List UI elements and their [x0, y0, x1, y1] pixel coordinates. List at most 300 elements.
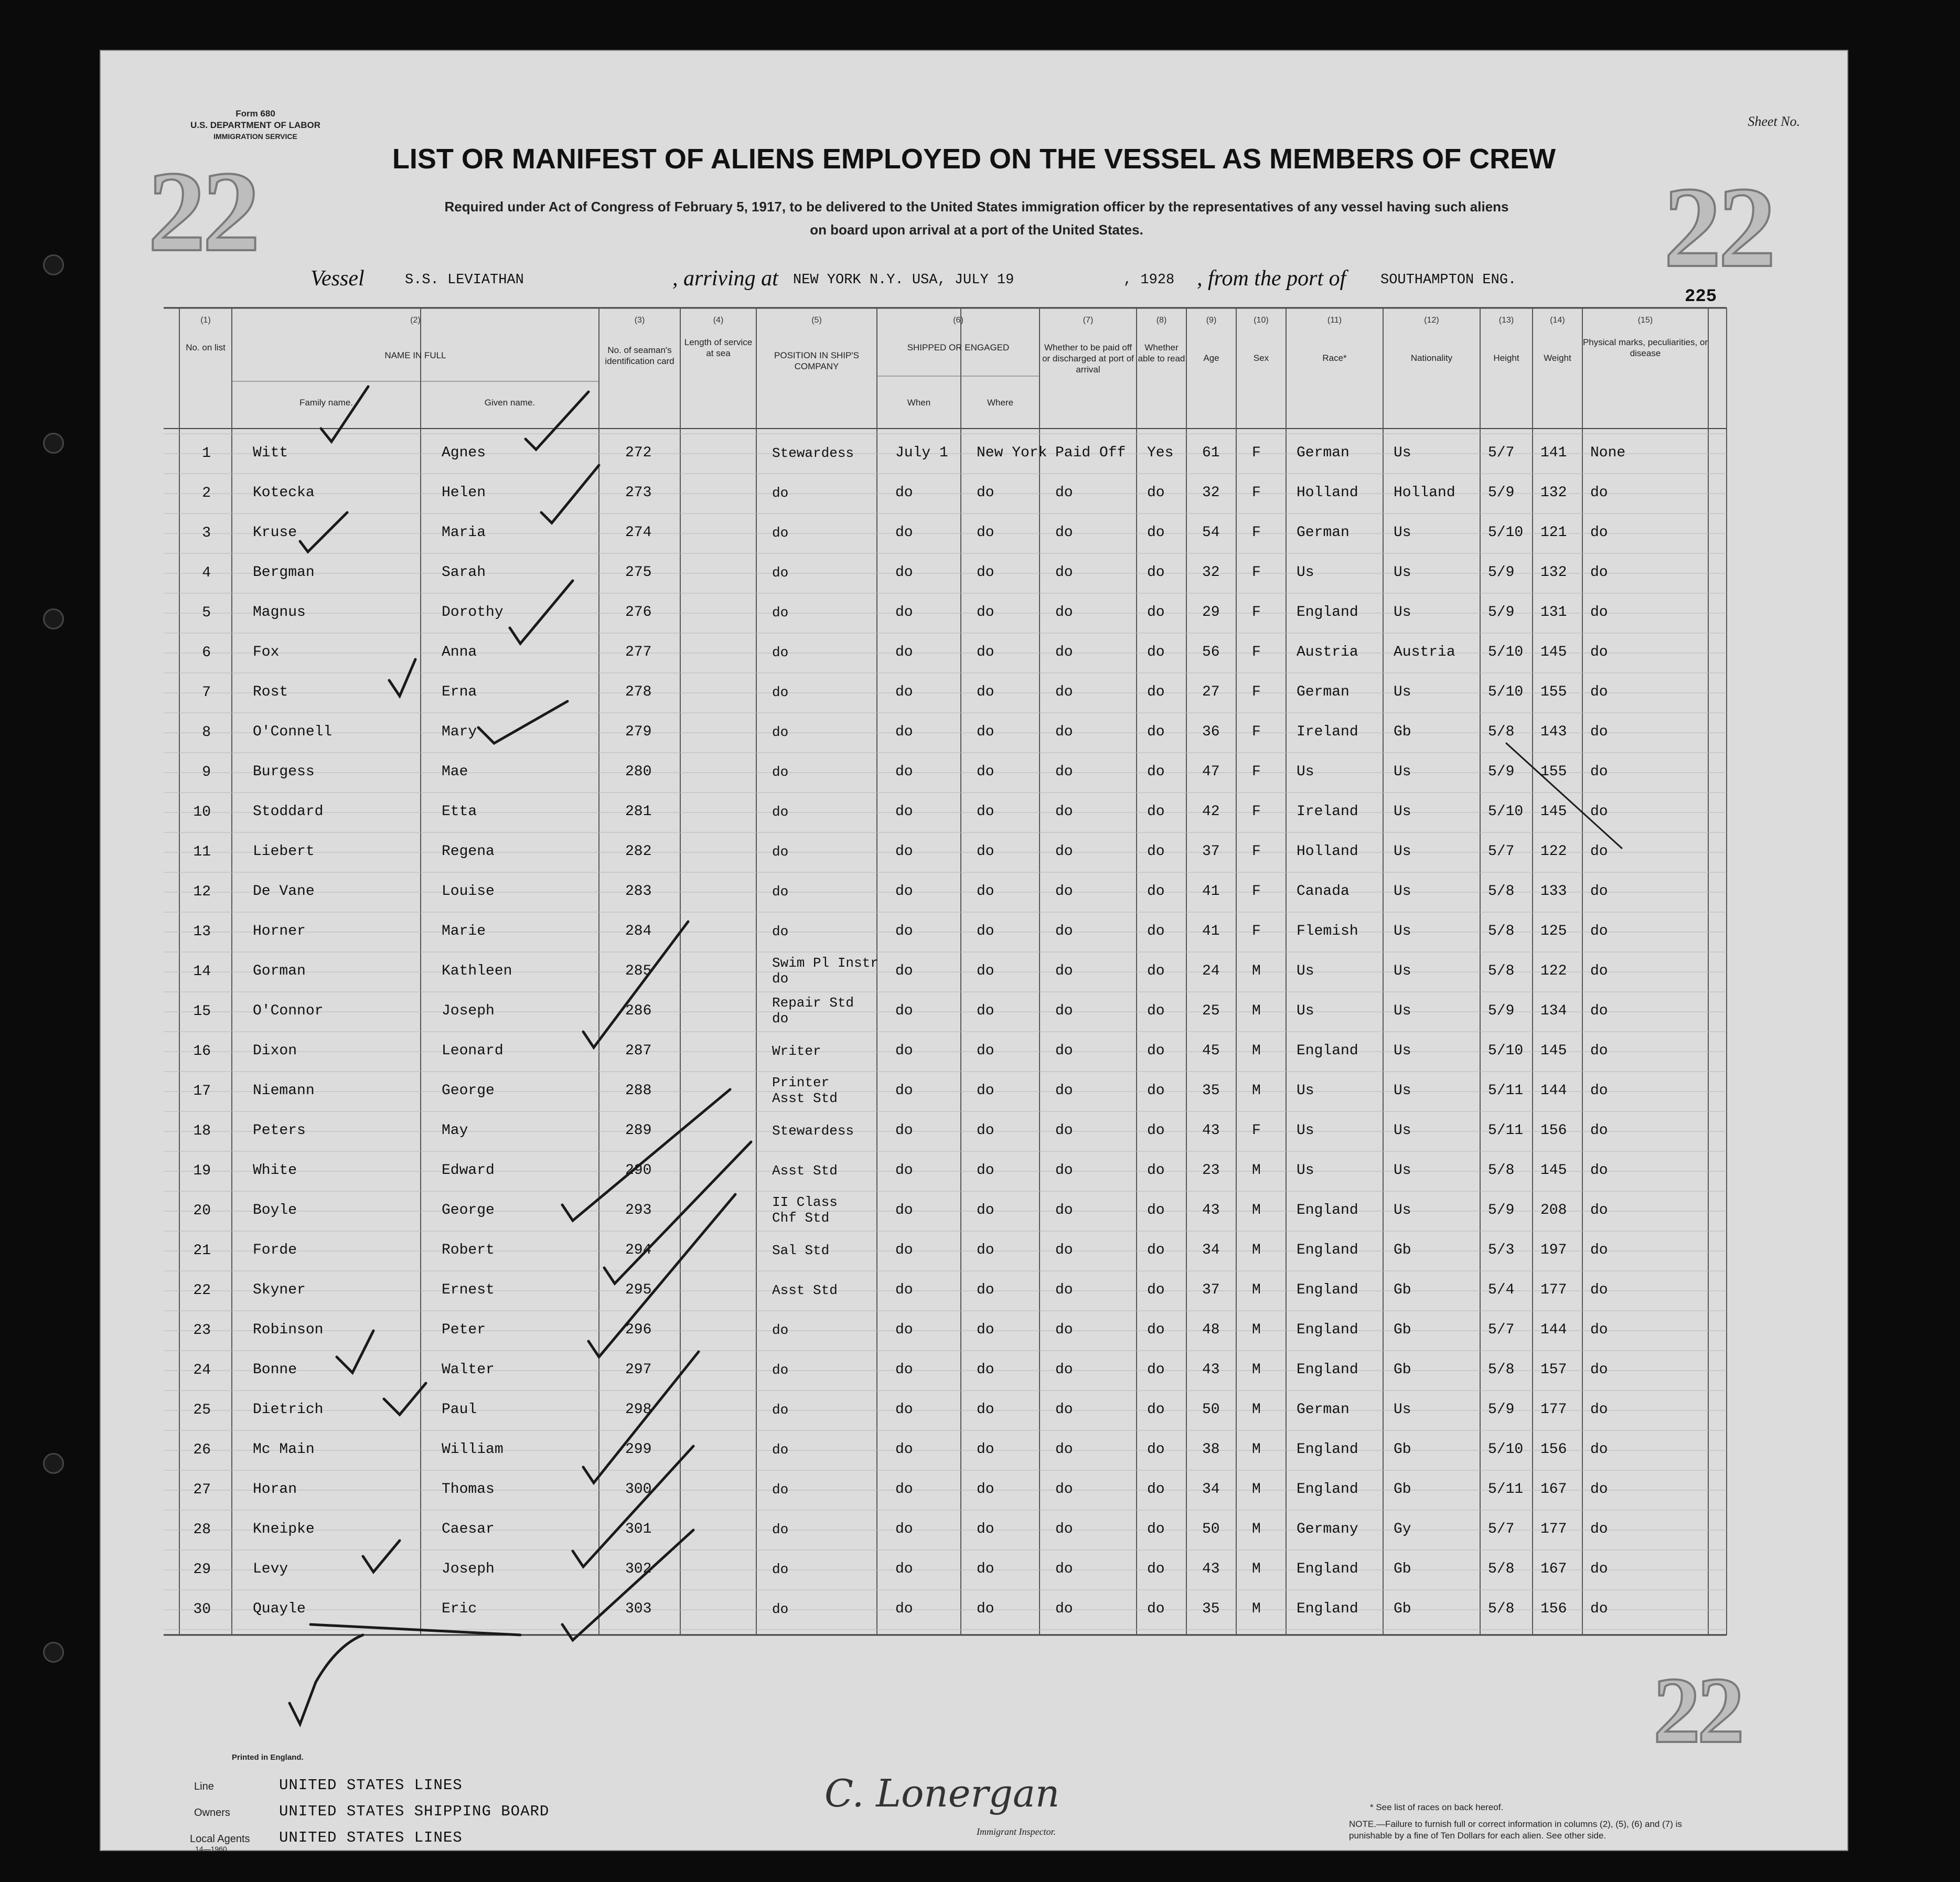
given-name-cell: Walter: [442, 1362, 495, 1378]
header-race: Race*: [1322, 353, 1347, 363]
row-number-cell: 2: [202, 485, 211, 501]
height-cell: 5/10: [1488, 644, 1524, 660]
nationality-cell: Us: [1394, 883, 1411, 900]
shipped-where-cell: do: [977, 644, 994, 660]
card-number-cell: 290: [625, 1162, 652, 1179]
weight-cell: 134: [1540, 1003, 1567, 1019]
nationality-cell: Us: [1394, 684, 1411, 700]
weight-cell: 156: [1540, 1601, 1567, 1617]
family-name-cell: Burgess: [253, 764, 315, 780]
nationality-cell: Gb: [1394, 724, 1411, 740]
card-number-cell: 275: [625, 564, 652, 581]
given-name-cell: Paul: [442, 1402, 477, 1418]
card-number-cell: 302: [625, 1561, 652, 1577]
column-number: (15): [1637, 316, 1653, 325]
family-name-cell: Levy: [253, 1561, 288, 1577]
weight-cell: 145: [1540, 1162, 1567, 1179]
able-to-read-cell: do: [1147, 1521, 1165, 1537]
header-shipped-or-engaged: SHIPPED OR ENGAGED: [907, 343, 1010, 352]
arriving-port: NEW YORK N.Y. USA, JULY 19: [793, 272, 1014, 288]
shipped-where-cell: do: [977, 1362, 994, 1378]
race-cell: England: [1297, 1362, 1358, 1378]
column-number: (7): [1083, 316, 1094, 325]
sex-cell: M: [1252, 1481, 1261, 1498]
shipped-where-cell: do: [977, 1441, 994, 1458]
weight-cell: 167: [1540, 1481, 1567, 1498]
able-to-read-cell: do: [1147, 1242, 1165, 1258]
row-number-cell: 20: [193, 1203, 211, 1219]
shipped-when-cell: do: [895, 1282, 913, 1298]
family-name-cell: Witt: [253, 445, 288, 461]
race-cell: Holland: [1297, 485, 1358, 501]
paid-off-cell: do: [1055, 564, 1073, 581]
weight-cell: 145: [1540, 644, 1567, 660]
weight-cell: 132: [1540, 564, 1567, 581]
age-cell: 43: [1202, 1561, 1220, 1577]
column-number: (13): [1498, 316, 1514, 325]
nationality-cell: Gb: [1394, 1601, 1411, 1617]
card-number-cell: 287: [625, 1043, 652, 1059]
position-cell: do: [772, 645, 789, 660]
stamp-number-footer: 22: [1653, 1658, 1741, 1762]
shipped-when-cell: do: [895, 883, 913, 900]
given-name-cell: Marie: [442, 923, 486, 939]
height-cell: 5/8: [1488, 1561, 1515, 1577]
age-cell: 23: [1202, 1162, 1220, 1179]
age-cell: 41: [1202, 883, 1220, 900]
sex-cell: F: [1252, 525, 1261, 541]
shipped-where-cell: do: [977, 604, 994, 621]
header-no-on-list: No. on list: [186, 343, 226, 352]
paid-off-cell: do: [1055, 963, 1073, 979]
row-number-cell: 11: [193, 844, 211, 860]
card-number-cell: 273: [625, 485, 652, 501]
race-cell: Us: [1297, 764, 1314, 780]
sex-cell: F: [1252, 644, 1261, 660]
position-cell-line-2: do: [772, 1011, 789, 1026]
row-number-cell: 17: [193, 1083, 211, 1099]
nationality-cell: Us: [1394, 1402, 1411, 1418]
family-name-cell: De Vane: [253, 883, 315, 900]
owners-value: UNITED STATES SHIPPING BOARD: [279, 1803, 550, 1820]
nationality-cell: Holland: [1394, 485, 1455, 501]
nationality-cell: Gb: [1394, 1362, 1411, 1378]
able-to-read-cell: do: [1147, 1441, 1165, 1458]
able-to-read-cell: do: [1147, 1362, 1165, 1378]
family-name-cell: Magnus: [253, 604, 306, 621]
height-cell: 5/9: [1488, 1003, 1515, 1019]
row-number-cell: 10: [193, 804, 211, 820]
shipped-where-cell: do: [977, 1521, 994, 1537]
shipped-when-cell: do: [895, 1322, 913, 1338]
able-to-read-cell: do: [1147, 804, 1165, 820]
able-to-read-cell: do: [1147, 764, 1165, 780]
departure-port: SOUTHAMPTON ENG.: [1380, 272, 1517, 288]
given-name-cell: Edward: [442, 1162, 495, 1179]
height-cell: 5/10: [1488, 804, 1524, 820]
age-cell: 43: [1202, 1122, 1220, 1139]
paid-off-cell: do: [1055, 604, 1073, 621]
shipped-where-cell: do: [977, 883, 994, 900]
nationality-cell: Gb: [1394, 1561, 1411, 1577]
family-name-cell: Dixon: [253, 1043, 297, 1059]
row-number-cell: 4: [202, 565, 211, 581]
nationality-cell: Us: [1394, 843, 1411, 860]
stamp-number-left: 22: [148, 147, 257, 275]
family-name-cell: O'Connell: [253, 724, 333, 740]
able-to-read-cell: do: [1147, 1322, 1165, 1338]
header-name-in-full: NAME IN FULL: [384, 350, 446, 360]
nationality-cell: Gb: [1394, 1481, 1411, 1498]
height-cell: 5/8: [1488, 724, 1515, 740]
shipped-when-cell: do: [895, 1481, 913, 1498]
able-to-read-cell: do: [1147, 604, 1165, 621]
shipped-when-cell: do: [895, 843, 913, 860]
physical-marks-cell: do: [1590, 525, 1608, 541]
height-cell: 5/10: [1488, 684, 1524, 700]
physical-marks-cell: do: [1590, 564, 1608, 581]
vessel-name: S.S. LEVIATHAN: [405, 272, 524, 288]
binder-hole: [43, 254, 64, 275]
age-cell: 32: [1202, 485, 1220, 501]
age-cell: 45: [1202, 1043, 1220, 1059]
family-name-cell: Gorman: [253, 963, 306, 979]
card-number-cell: 295: [625, 1282, 652, 1298]
weight-cell: 197: [1540, 1242, 1567, 1258]
weight-cell: 155: [1540, 764, 1567, 780]
nationality-cell: Us: [1394, 804, 1411, 820]
shipped-when-cell: do: [895, 1521, 913, 1537]
able-to-read-cell: do: [1147, 963, 1165, 979]
sex-cell: M: [1252, 963, 1261, 979]
paid-off-cell: do: [1055, 485, 1073, 501]
position-cell: do: [772, 1442, 789, 1458]
row-number-cell: 5: [202, 605, 211, 621]
shipped-where-cell: do: [977, 1322, 994, 1338]
paid-off-cell: do: [1055, 843, 1073, 860]
shipped-when-cell: do: [895, 1402, 913, 1418]
shipped-where-cell: do: [977, 923, 994, 939]
shipped-where-cell: do: [977, 1242, 994, 1258]
race-cell: England: [1297, 1601, 1358, 1617]
race-cell: Flemish: [1297, 923, 1358, 939]
height-cell: 5/8: [1488, 963, 1515, 979]
height-cell: 5/7: [1488, 445, 1515, 461]
paid-off-cell: Paid Off: [1055, 445, 1126, 461]
family-name-cell: Bergman: [253, 564, 315, 581]
paid-off-cell: do: [1055, 1481, 1073, 1498]
weight-cell: 145: [1540, 804, 1567, 820]
nationality-cell: Gy: [1394, 1521, 1411, 1537]
row-number-cell: 18: [193, 1123, 211, 1139]
physical-marks-cell: None: [1590, 445, 1626, 461]
row-number-cell: 28: [193, 1522, 211, 1538]
paid-off-cell: do: [1055, 923, 1073, 939]
paid-off-cell: do: [1055, 1561, 1073, 1577]
weight-cell: 133: [1540, 883, 1567, 900]
family-name-cell: Peters: [253, 1122, 306, 1139]
paid-off-cell: do: [1055, 1162, 1073, 1179]
shipped-where-cell: do: [977, 1122, 994, 1139]
row-number-cell: 27: [193, 1482, 211, 1498]
column-number: (3): [634, 316, 645, 325]
vessel-label: Vessel: [310, 266, 365, 291]
card-number-cell: 299: [625, 1441, 652, 1458]
family-name-cell: Rost: [253, 684, 288, 700]
family-name-cell: Kneipke: [253, 1521, 315, 1537]
race-cell: England: [1297, 604, 1358, 621]
family-name-cell: Fox: [253, 644, 280, 660]
row-number-cell: 6: [202, 645, 211, 661]
nationality-cell: Gb: [1394, 1282, 1411, 1298]
race-cell: Us: [1297, 1162, 1314, 1179]
nationality-cell: Us: [1394, 445, 1411, 461]
height-cell: 5/4: [1488, 1282, 1515, 1298]
header-position: POSITION IN SHIP'S COMPANY: [774, 350, 859, 371]
manifest-sheet: [100, 50, 1848, 1851]
given-name-cell: Robert: [442, 1242, 495, 1258]
able-to-read-cell: do: [1147, 1282, 1165, 1298]
shipped-when-cell: do: [895, 1003, 913, 1019]
shipped-where-cell: do: [977, 1402, 994, 1418]
height-cell: 5/9: [1488, 1402, 1515, 1418]
paid-off-cell: do: [1055, 1043, 1073, 1059]
physical-marks-cell: do: [1590, 1162, 1608, 1179]
position-cell: do: [772, 1402, 789, 1418]
row-number-cell: 21: [193, 1243, 211, 1259]
card-number-cell: 281: [625, 804, 652, 820]
paid-off-cell: do: [1055, 1282, 1073, 1298]
given-name-cell: Dorothy: [442, 604, 504, 621]
row-number-cell: 19: [193, 1163, 211, 1179]
able-to-read-cell: do: [1147, 1003, 1165, 1019]
height-cell: 5/8: [1488, 1362, 1515, 1378]
column-number: (10): [1254, 316, 1269, 325]
nationality-cell: Us: [1394, 764, 1411, 780]
race-cell: Us: [1297, 963, 1314, 979]
weight-cell: 122: [1540, 843, 1567, 860]
card-number-cell: 274: [625, 525, 652, 541]
paid-off-cell: do: [1055, 1402, 1073, 1418]
paid-off-cell: do: [1055, 525, 1073, 541]
able-to-read-cell: do: [1147, 1083, 1165, 1099]
paid-off-cell: do: [1055, 1322, 1073, 1338]
given-name-cell: George: [442, 1083, 495, 1099]
position-cell: do: [772, 844, 789, 860]
position-cell: do: [772, 525, 789, 541]
shipped-where-cell: do: [977, 564, 994, 581]
weight-cell: 144: [1540, 1083, 1567, 1099]
age-cell: 37: [1202, 1282, 1220, 1298]
given-name-cell: Leonard: [442, 1043, 504, 1059]
height-cell: 5/7: [1488, 1322, 1515, 1338]
row-number-cell: 30: [193, 1601, 211, 1618]
arriving-label: , arriving at: [672, 266, 778, 291]
given-name-cell: Joseph: [442, 1003, 495, 1019]
position-cell: II Class: [772, 1194, 838, 1210]
given-name-cell: Anna: [442, 644, 477, 660]
race-cell: England: [1297, 1043, 1358, 1059]
header-where: Where: [987, 398, 1014, 408]
age-cell: 41: [1202, 923, 1220, 939]
card-number-cell: 301: [625, 1521, 652, 1537]
height-cell: 5/8: [1488, 1601, 1515, 1617]
position-cell: do: [772, 685, 789, 700]
race-cell: Us: [1297, 1003, 1314, 1019]
header-physical-marks: Physical marks, peculiarities, or disease: [1582, 337, 1708, 358]
physical-marks-cell: do: [1590, 1242, 1608, 1258]
height-cell: 5/8: [1488, 1162, 1515, 1179]
able-to-read-cell: do: [1147, 883, 1165, 900]
physical-marks-cell: do: [1590, 724, 1608, 740]
paid-off-cell: do: [1055, 1601, 1073, 1617]
sex-cell: F: [1252, 724, 1261, 740]
age-cell: 50: [1202, 1521, 1220, 1537]
position-cell: Stewardess: [772, 1123, 854, 1139]
height-cell: 5/11: [1488, 1481, 1524, 1498]
position-cell: Sal Std: [772, 1243, 830, 1258]
owners-label: Owners: [194, 1807, 230, 1819]
age-cell: 61: [1202, 445, 1220, 461]
sex-cell: F: [1252, 1122, 1261, 1139]
race-cell: Holland: [1297, 843, 1358, 860]
sex-cell: M: [1252, 1402, 1261, 1418]
position-cell: do: [772, 764, 789, 780]
sex-cell: M: [1252, 1601, 1261, 1617]
physical-marks-cell: do: [1590, 1561, 1608, 1577]
race-cell: England: [1297, 1561, 1358, 1577]
sex-cell: M: [1252, 1561, 1261, 1577]
able-to-read-cell: do: [1147, 525, 1165, 541]
service-label: IMMIGRATION SERVICE: [213, 132, 297, 141]
physical-marks-cell: do: [1590, 1122, 1608, 1139]
header-weight: Weight: [1544, 353, 1571, 363]
shipped-when-cell: do: [895, 564, 913, 581]
given-name-cell: May: [442, 1122, 468, 1139]
age-cell: 34: [1202, 1481, 1220, 1498]
header-nationality: Nationality: [1410, 353, 1453, 363]
shipped-where-cell: do: [977, 843, 994, 860]
family-name-cell: Kotecka: [253, 485, 315, 501]
shipped-when-cell: do: [895, 1043, 913, 1059]
column-number: (4): [713, 316, 724, 325]
race-cell: England: [1297, 1202, 1358, 1218]
physical-marks-cell: do: [1590, 923, 1608, 939]
card-number-cell: 272: [625, 445, 652, 461]
header-height: Height: [1493, 353, 1519, 363]
shipped-when-cell: do: [895, 1202, 913, 1218]
height-cell: 5/10: [1488, 525, 1524, 541]
weight-cell: 155: [1540, 684, 1567, 700]
family-name-cell: Bonne: [253, 1362, 297, 1378]
agents-code: 14—1960: [195, 1845, 227, 1853]
nationality-cell: Us: [1394, 963, 1411, 979]
sheet-number-label: Sheet No.: [1748, 114, 1800, 129]
physical-marks-cell: do: [1590, 1083, 1608, 1099]
nationality-cell: Gb: [1394, 1242, 1411, 1258]
physical-marks-cell: do: [1590, 1481, 1608, 1498]
shipped-when-cell: do: [895, 1242, 913, 1258]
page-title: LIST OR MANIFEST OF ALIENS EMPLOYED ON THE VESSEL AS MEMBERS OF CREW: [392, 143, 1556, 175]
sex-cell: M: [1252, 1282, 1261, 1298]
height-cell: 5/8: [1488, 883, 1515, 900]
able-to-read-cell: do: [1147, 684, 1165, 700]
family-name-cell: Quayle: [253, 1601, 306, 1617]
binder-hole: [43, 433, 64, 454]
given-name-cell: Mary: [442, 724, 477, 740]
card-number-cell: 289: [625, 1122, 652, 1139]
race-cell: England: [1297, 1441, 1358, 1458]
nationality-cell: Gb: [1394, 1322, 1411, 1338]
weight-cell: 157: [1540, 1362, 1567, 1378]
weight-cell: 141: [1540, 445, 1567, 461]
race-cell: Ireland: [1297, 724, 1358, 740]
able-to-read-cell: do: [1147, 1481, 1165, 1498]
sex-cell: F: [1252, 684, 1261, 700]
header-family-name: Family name.: [299, 398, 354, 408]
given-name-cell: Mae: [442, 764, 468, 780]
age-cell: 35: [1202, 1601, 1220, 1617]
race-cell: Austria: [1297, 644, 1358, 660]
card-number-cell: 277: [625, 644, 652, 660]
weight-cell: 156: [1540, 1441, 1567, 1458]
position-cell: do: [772, 724, 789, 740]
sex-cell: M: [1252, 1202, 1261, 1218]
family-name-cell: Boyle: [253, 1202, 297, 1218]
form-number: Form 680: [235, 109, 275, 119]
given-name-cell: Etta: [442, 804, 477, 820]
sex-cell: M: [1252, 1521, 1261, 1537]
row-number-cell: 8: [202, 724, 211, 741]
card-number-cell: 278: [625, 684, 652, 700]
card-number-cell: 285: [625, 963, 652, 979]
age-cell: 35: [1202, 1083, 1220, 1099]
family-name-cell: Robinson: [253, 1322, 324, 1338]
nationality-cell: Gb: [1394, 1441, 1411, 1458]
column-number: (9): [1206, 316, 1217, 325]
height-cell: 5/10: [1488, 1441, 1524, 1458]
sex-cell: F: [1252, 843, 1261, 860]
paid-off-cell: do: [1055, 1122, 1073, 1139]
age-cell: 27: [1202, 684, 1220, 700]
weight-cell: 156: [1540, 1122, 1567, 1139]
age-cell: 56: [1202, 644, 1220, 660]
page-number: 225: [1685, 287, 1717, 307]
card-number-cell: 276: [625, 604, 652, 621]
weight-cell: 167: [1540, 1561, 1567, 1577]
position-cell: do: [772, 1562, 789, 1577]
weight-cell: 131: [1540, 604, 1567, 621]
age-cell: 50: [1202, 1402, 1220, 1418]
shipped-when-cell: July 1: [895, 445, 948, 461]
height-cell: 5/9: [1488, 1202, 1515, 1218]
height-cell: 5/8: [1488, 923, 1515, 939]
sex-cell: F: [1252, 764, 1261, 780]
weight-cell: 121: [1540, 525, 1567, 541]
row-number-cell: 23: [193, 1322, 211, 1339]
able-to-read-cell: do: [1147, 564, 1165, 581]
shipped-where-cell: do: [977, 804, 994, 820]
race-note: * See list of races on back hereof.: [1370, 1802, 1504, 1812]
nationality-cell: Us: [1394, 564, 1411, 581]
race-cell: Us: [1297, 1083, 1314, 1099]
position-cell: do: [772, 1362, 789, 1378]
position-cell: Asst Std: [772, 1282, 838, 1298]
nationality-cell: Us: [1394, 604, 1411, 621]
card-number-cell: 282: [625, 843, 652, 860]
physical-marks-cell: do: [1590, 1521, 1608, 1537]
card-number-cell: 284: [625, 923, 652, 939]
